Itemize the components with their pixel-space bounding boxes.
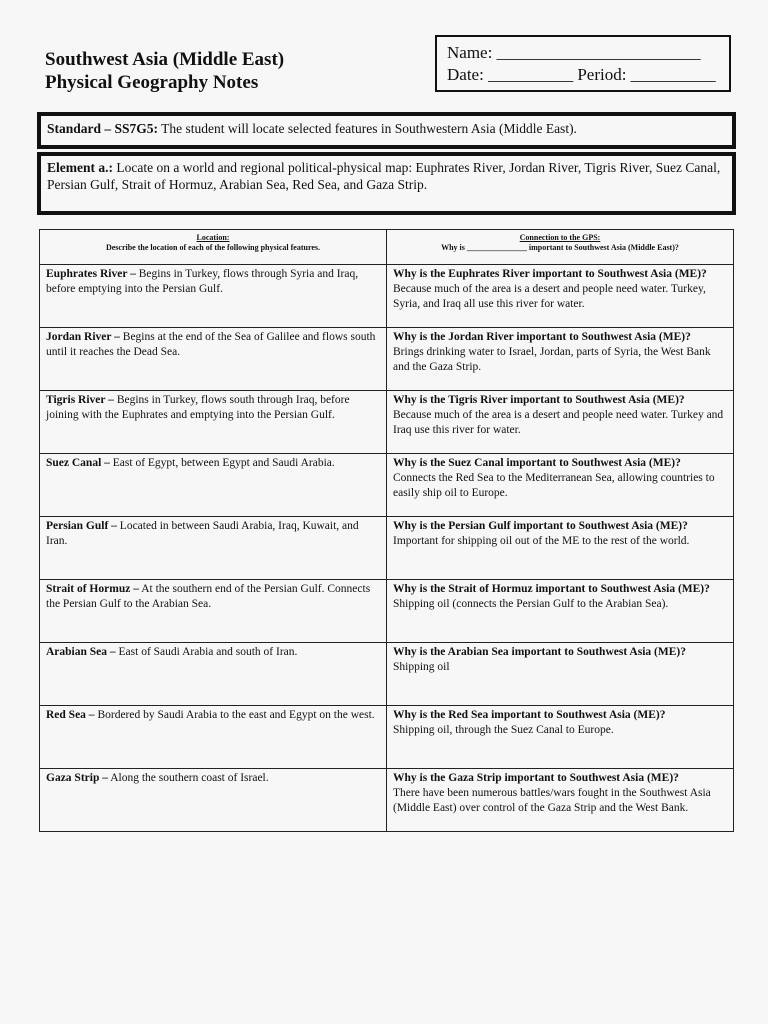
connection-header-title: Connection to the GPS:: [519, 233, 601, 242]
question-text: Why is the Tigris River important to Southwest Asia (ME)?: [393, 394, 685, 406]
question-text: Why is the Persian Gulf important to Southwest Asia (ME)?: [393, 520, 688, 532]
date-period-line: Date: __________ Period: __________: [447, 65, 716, 84]
location-cell: [40, 580, 387, 643]
answer-text: Brings drinking water to Israel, Jordan, parts of Syria, the West Bank and the Gaza Strip.: [393, 346, 711, 373]
connection-cell: [387, 517, 734, 580]
element-box: [37, 152, 736, 215]
connection-cell: [387, 643, 734, 706]
table-row: [40, 706, 734, 769]
connection-cell: [387, 454, 734, 517]
location-cell: [40, 328, 387, 391]
standard-box: [37, 112, 736, 149]
feature-name: Strait of Hormuz –: [46, 583, 139, 595]
question-text: Why is the Red Sea important to Southwest Asia (ME)?: [393, 709, 666, 721]
location-cell: [40, 265, 387, 328]
connection-cell: [387, 328, 734, 391]
feature-name: Euphrates River –: [46, 268, 136, 280]
feature-name: Jordan River –: [46, 331, 120, 343]
answer-text: Shipping oil: [393, 661, 450, 673]
location-text: Along the southern coast of Israel.: [107, 772, 269, 784]
answer-text: Important for shipping oil out of the ME to the rest of the world.: [393, 535, 690, 547]
location-text: Begins at the end of the Sea of Galilee and flows south until it reaches the Dead Sea.: [46, 331, 376, 358]
connection-cell: [387, 580, 734, 643]
table-row: [40, 454, 734, 517]
location-header-title: Location:: [196, 233, 230, 242]
table-row: [40, 391, 734, 454]
question-text: Why is the Strait of Hormuz important to Southwest Asia (ME)?: [393, 583, 710, 595]
location-cell: [40, 454, 387, 517]
answer-text: Because much of the area is a desert and people need water. Turkey, Syria, and Iraq all use this river for water.: [393, 283, 706, 310]
location-text: At the southern end of the Persian Gulf. Connects the Persian Gulf to the Arabian Sea.: [46, 583, 371, 610]
table-row: [40, 580, 734, 643]
answer-text: Connects the Red Sea to the Mediterranean Sea, allowing countries to easily ship oil to Europe.: [393, 472, 715, 499]
location-cell: [40, 706, 387, 769]
standard-label: Standard – SS7G5:: [47, 121, 159, 136]
feature-name: Gaza Strip –: [46, 772, 108, 784]
question-text: Why is the Arabian Sea important to Southwest Asia (ME)?: [393, 646, 686, 658]
location-text: Begins in Turkey, flows through Syria and Iraq, before emptying into the Persian Gulf.: [46, 268, 359, 295]
feature-name: Arabian Sea –: [46, 646, 116, 658]
name-line: Name: ________________________: [447, 43, 701, 62]
feature-name: Suez Canal –: [46, 457, 110, 469]
location-text: East of Saudi Arabia and south of Iran.: [115, 646, 298, 658]
question-text: Why is the Suez Canal important to Southwest Asia (ME)?: [393, 457, 681, 469]
notes-table: [39, 229, 734, 832]
question-text: Why is the Jordan River important to Southwest Asia (ME)?: [393, 331, 691, 343]
question-text: Why is the Euphrates River important to Southwest Asia (ME)?: [393, 268, 707, 280]
table-row: [40, 328, 734, 391]
connection-cell: [387, 265, 734, 328]
answer-text: Because much of the area is a desert and people need water. Turkey and Iraq use this river for water.: [393, 409, 724, 436]
answer-text: Shipping oil, through the Suez Canal to Europe.: [393, 724, 614, 736]
table-row: [40, 769, 734, 832]
connection-cell: [387, 391, 734, 454]
location-cell: [40, 517, 387, 580]
feature-name: Persian Gulf –: [46, 520, 117, 532]
table-row: [40, 643, 734, 706]
location-header: [40, 230, 387, 265]
answer-text: There have been numerous battles/wars fought in the Southwest Asia (Middle East) over control of the Gaza Strip and the West Bank.: [393, 787, 711, 814]
location-text: Located in between Saudi Arabia, Iraq, Kuwait, and Iran.: [46, 520, 359, 547]
connection-cell: [387, 706, 734, 769]
table-header-row: [40, 230, 734, 265]
feature-name: Tigris River –: [46, 394, 114, 406]
answer-text: Shipping oil (connects the Persian Gulf to the Arabian Sea).: [393, 598, 669, 610]
location-text: Bordered by Saudi Arabia to the east and Egypt on the west.: [94, 709, 375, 721]
name-date-box: [435, 35, 731, 92]
document-title: [45, 48, 284, 94]
table-row: [40, 265, 734, 328]
location-cell: [40, 643, 387, 706]
location-cell: [40, 769, 387, 832]
connection-cell: [387, 769, 734, 832]
title-line-1: Southwest Asia (Middle East): [45, 49, 285, 70]
location-text: Begins in Turkey, flows south through Iraq, before joining with the Euphrates and emptying into the Persian Gulf.: [46, 394, 350, 421]
location-text: East of Egypt, between Egypt and Saudi Arabia.: [109, 457, 335, 469]
element-text: Locate on a world and regional political-physical map: Euphrates River, Jordan River, Tigris River, Suez Canal, Persian Gulf, Strait of Hormuz, Arabian Sea, Red Sea, and Gaza Strip.: [47, 160, 721, 192]
location-cell: [40, 391, 387, 454]
table-row: [40, 517, 734, 580]
standard-text: The student will locate selected features in Southwestern Asia (Middle East).: [158, 121, 577, 136]
connection-header: [387, 230, 734, 265]
location-header-subtitle: Describe the location of each of the following physical features.: [105, 243, 321, 252]
element-label: Element a.:: [47, 160, 113, 175]
title-line-2: Physical Geography Notes: [45, 72, 259, 93]
connection-header-subtitle: Why is _______________ important to Southwest Asia (Middle East)?: [441, 243, 679, 252]
feature-name: Red Sea –: [46, 709, 95, 721]
question-text: Why is the Gaza Strip important to Southwest Asia (ME)?: [393, 772, 679, 784]
